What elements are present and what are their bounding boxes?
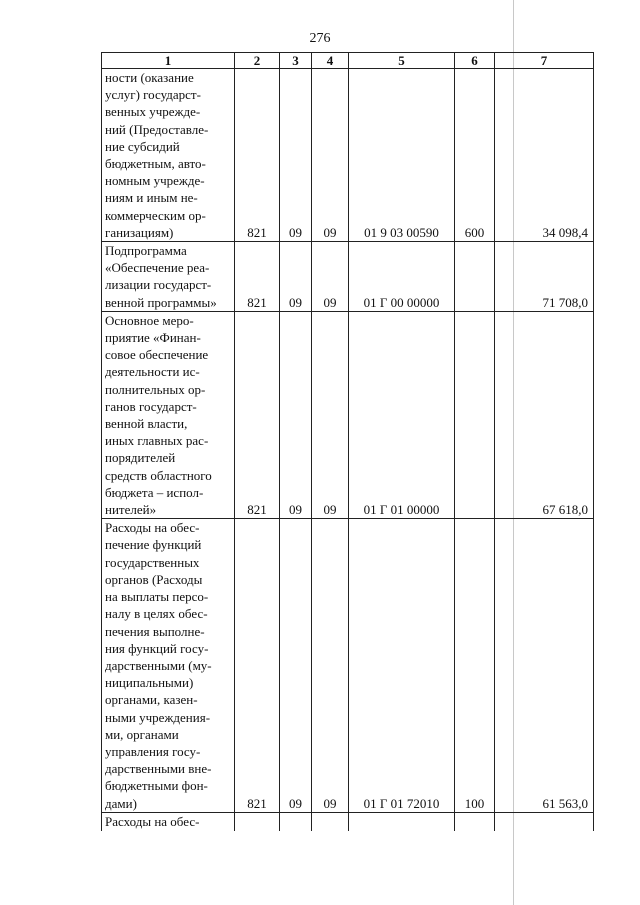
row-amount: 34 098,4 <box>495 69 594 242</box>
row-subsection-code: 09 <box>312 242 349 312</box>
row-ministry-code: 821 <box>235 242 280 312</box>
table-row <box>102 519 594 812</box>
table-row <box>102 242 594 312</box>
header-col-5: 5 <box>349 53 455 69</box>
row-target-article: 01 9 03 00590 <box>349 69 455 242</box>
table-row <box>102 69 594 242</box>
table-row <box>102 311 594 518</box>
row-target-article: 01 Г 01 00000 <box>349 311 455 518</box>
row-amount: 61 563,0 <box>495 519 594 812</box>
row-name: Расходы на обес- <box>102 812 235 831</box>
row-expense-type: 100 <box>455 519 495 812</box>
row-target-article: 01 Г 01 72010 <box>349 519 455 812</box>
row-name: Подпрограмма «Обеспечение реа- лизации государст- венной программы» <box>102 242 235 312</box>
row-section-code: 09 <box>280 311 312 518</box>
row-ministry-code: 821 <box>235 311 280 518</box>
row-subsection-code: 09 <box>312 311 349 518</box>
header-row <box>102 53 594 69</box>
header-col-6: 6 <box>455 53 495 69</box>
row-target-article: 01 Г 00 00000 <box>349 242 455 312</box>
header-col-7: 7 <box>495 53 594 69</box>
row-ministry-code: 821 <box>235 519 280 812</box>
row-subsection-code <box>312 812 349 831</box>
row-expense-type <box>455 242 495 312</box>
row-ministry-code <box>235 812 280 831</box>
row-section-code: 09 <box>280 519 312 812</box>
row-amount: 71 708,0 <box>495 242 594 312</box>
budget-table <box>101 52 594 831</box>
row-amount: 67 618,0 <box>495 311 594 518</box>
row-section-code: 09 <box>280 242 312 312</box>
header-col-4: 4 <box>312 53 349 69</box>
row-section-code: 09 <box>280 69 312 242</box>
page-number: 276 <box>309 31 331 46</box>
row-amount <box>495 812 594 831</box>
row-target-article <box>349 812 455 831</box>
row-section-code <box>280 812 312 831</box>
header-col-3: 3 <box>280 53 312 69</box>
row-expense-type: 600 <box>455 69 495 242</box>
row-expense-type <box>455 812 495 831</box>
row-subsection-code: 09 <box>312 519 349 812</box>
header-col-1: 1 <box>102 53 235 69</box>
row-name: Основное меро- приятие «Финан- совое обеспечение деятельности ис- полнительных ор- ганов государст- венной власти, иных главных рас- порядителей средств областного бюджета – испол- нителей» <box>102 311 235 518</box>
row-expense-type <box>455 311 495 518</box>
row-ministry-code: 821 <box>235 69 280 242</box>
header-col-2: 2 <box>235 53 280 69</box>
row-name: ности (оказание услуг) государст- венных учрежде- ний (Предоставле- ние субсидий бюджетным, авто- номным учрежде- ниям и иным не- коммерческим ор- ганизациям) <box>102 69 235 242</box>
table-row <box>102 812 594 831</box>
row-subsection-code: 09 <box>312 69 349 242</box>
row-name: Расходы на обес- печение функций государственных органов (Расходы на выплаты персо- налу в целях обес- печения выполне- ния функций госу- дарственными (му- ниципальными) органами, казен- ными учреждения- ми, органами управления госу- дарственными вне- бюджетными фон- дами) <box>102 519 235 812</box>
